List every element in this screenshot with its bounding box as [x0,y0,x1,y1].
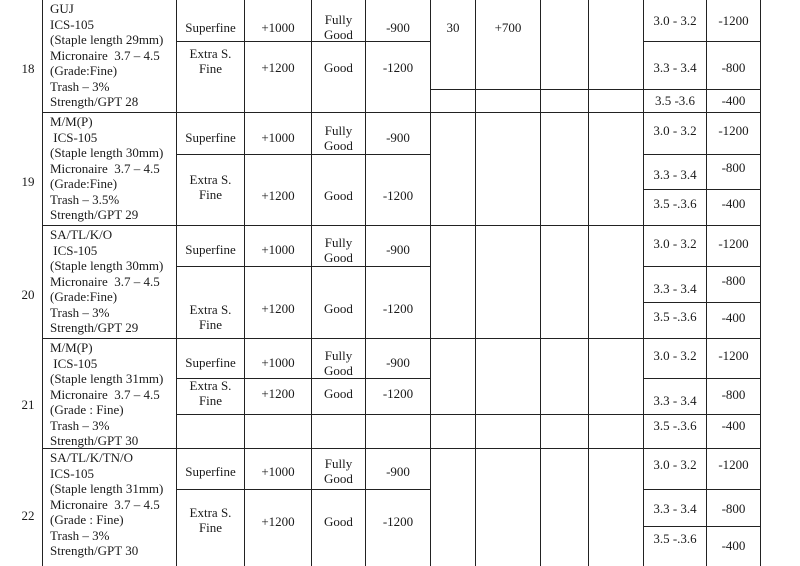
micronaire-range: 3.0 - 3.2 [653,457,697,472]
subrow-line [643,154,761,155]
serial-number: 19 [21,174,35,189]
subrow-line [176,154,431,155]
variety-description: SA/TL/K/O ICS-105 (Staple length 30mm) Micronaire 3.7 – 4.5 (Grade:Fine) Trash – 3% Strength/GPT 29 [50,227,164,335]
subrow-line [176,266,431,267]
grade-name: Superfine [185,355,236,370]
micronaire-value: -400 [721,93,746,108]
micronaire-value: -800 [721,501,746,516]
micronaire-value: -1200 [718,13,749,28]
col-line [176,0,177,566]
col-line [475,0,476,566]
serial-number: 18 [21,61,35,76]
extra-value: 30 [446,20,460,35]
grade-rate: +1200 [261,386,295,401]
col-line [42,0,43,566]
subrow-line [176,41,431,42]
micronaire-range: 3.3 - 3.4 [653,60,697,75]
micronaire-range: 3.3 - 3.4 [653,501,697,516]
quality-label: Good [324,301,353,316]
micronaire-value: -800 [721,60,746,75]
grade-name: Superfine [185,130,236,145]
subrow-line [430,89,761,90]
grade-rate: +1200 [261,514,295,529]
extra-value: +700 [494,20,522,35]
grade-name: Extra S. Fine [189,172,232,202]
quality-label: Fully Good [324,235,353,265]
col-line [760,0,761,566]
micronaire-value: -400 [721,196,746,211]
row-line [42,112,761,113]
quality-rate: -1200 [382,301,414,316]
grade-name: Extra S. Fine [189,302,232,332]
subrow-line [643,41,761,42]
micronaire-range: 3.3 - 3.4 [653,393,697,408]
variety-description: M/M(P) ICS-105 (Staple length 30mm) Micronaire 3.7 – 4.5 (Grade:Fine) Trash – 3.5% Strength/GPT 29 [50,114,164,222]
subrow-line [643,302,761,303]
micronaire-value: -400 [721,310,746,325]
micronaire-range: 3.5 -.3.6 [653,196,697,211]
micronaire-value: -1200 [718,236,749,251]
quality-label: Good [324,514,353,529]
grade-rate: +1200 [261,60,295,75]
grade-name: Superfine [185,20,236,35]
variety-description: M/M(P) ICS-105 (Staple length 31mm) Micronaire 3.7 – 4.5 (Grade : Fine) Trash – 3% Strength/GPT 30 [50,340,164,448]
micronaire-value: -1200 [718,348,749,363]
quality-label: Fully Good [324,12,353,42]
micronaire-value: -800 [721,160,746,175]
col-line [244,0,245,566]
quality-rate: -900 [386,130,410,145]
quality-rate: -1200 [382,386,414,401]
micronaire-range: 3.5 -3.6 [654,93,696,108]
row-line [42,225,761,226]
micronaire-value: -1200 [718,457,749,472]
quality-label: Good [324,188,353,203]
variety-description: GUJ ICS-105 (Staple length 29mm) Micronaire 3.7 – 4.5 (Grade:Fine) Trash – 3% Strength/GPT 28 [50,1,164,109]
quality-label: Good [324,60,353,75]
micronaire-range: 3.0 - 3.2 [653,348,697,363]
grade-name: Superfine [185,242,236,257]
serial-number: 20 [21,287,35,302]
micronaire-range: 3.0 - 3.2 [653,13,697,28]
quality-rate: -900 [386,242,410,257]
quality-rate: -900 [386,20,410,35]
quality-rate: -900 [386,464,410,479]
subrow-line [176,489,431,490]
grade-rate: +1200 [261,188,295,203]
grade-rate: +1000 [261,130,295,145]
quality-label: Fully Good [324,348,353,378]
micronaire-range: 3.3 - 3.4 [653,167,697,182]
serial-number: 22 [21,508,35,523]
micronaire-range: 3.5 -.3.6 [653,309,697,324]
micronaire-range: 3.0 - 3.2 [653,236,697,251]
subrow-line [643,489,761,490]
grade-name: Extra S. Fine [189,46,232,76]
micronaire-value: -800 [721,387,746,402]
grade-rate: +1000 [261,355,295,370]
grade-rate: +1200 [261,301,295,316]
quality-label: Good [324,386,353,401]
col-line [540,0,541,566]
micronaire-range: 3.5 -.3.6 [653,418,697,433]
quality-rate: -1200 [382,188,414,203]
quality-label: Fully Good [324,456,353,486]
micronaire-value: -800 [721,273,746,288]
subrow-line [643,189,761,190]
micronaire-range: 3.0 - 3.2 [653,123,697,138]
variety-description: SA/TL/K/TN/O ICS-105 (Staple length 31mm) Micronaire 3.7 – 4.5 (Grade : Fine) Trash – 3% Strength/GPT 30 [50,450,164,558]
quality-rate: -900 [386,355,410,370]
quality-label: Fully Good [324,123,353,153]
micronaire-value: -400 [721,418,746,433]
micronaire-range: 3.5 -.3.6 [653,531,697,546]
serial-number: 21 [21,397,35,412]
subrow-line [643,526,761,527]
quality-rate: -1200 [382,60,414,75]
col-line [430,0,431,566]
grade-name: Extra S. Fine [189,505,232,535]
grade-rate: +1000 [261,242,295,257]
grade-rate: +1000 [261,20,295,35]
micronaire-value: -1200 [718,123,749,138]
micronaire-value: -400 [721,538,746,553]
micronaire-range: 3.3 - 3.4 [653,281,697,296]
subrow-line [643,378,761,379]
row-line [42,338,761,339]
subrow-line [176,414,761,415]
col-line [588,0,589,566]
grade-rate: +1000 [261,464,295,479]
col-line [365,0,366,566]
subrow-line [643,266,761,267]
quality-rate: -1200 [382,514,414,529]
grade-name: Superfine [185,464,236,479]
grade-name: Extra S. Fine [189,378,232,408]
